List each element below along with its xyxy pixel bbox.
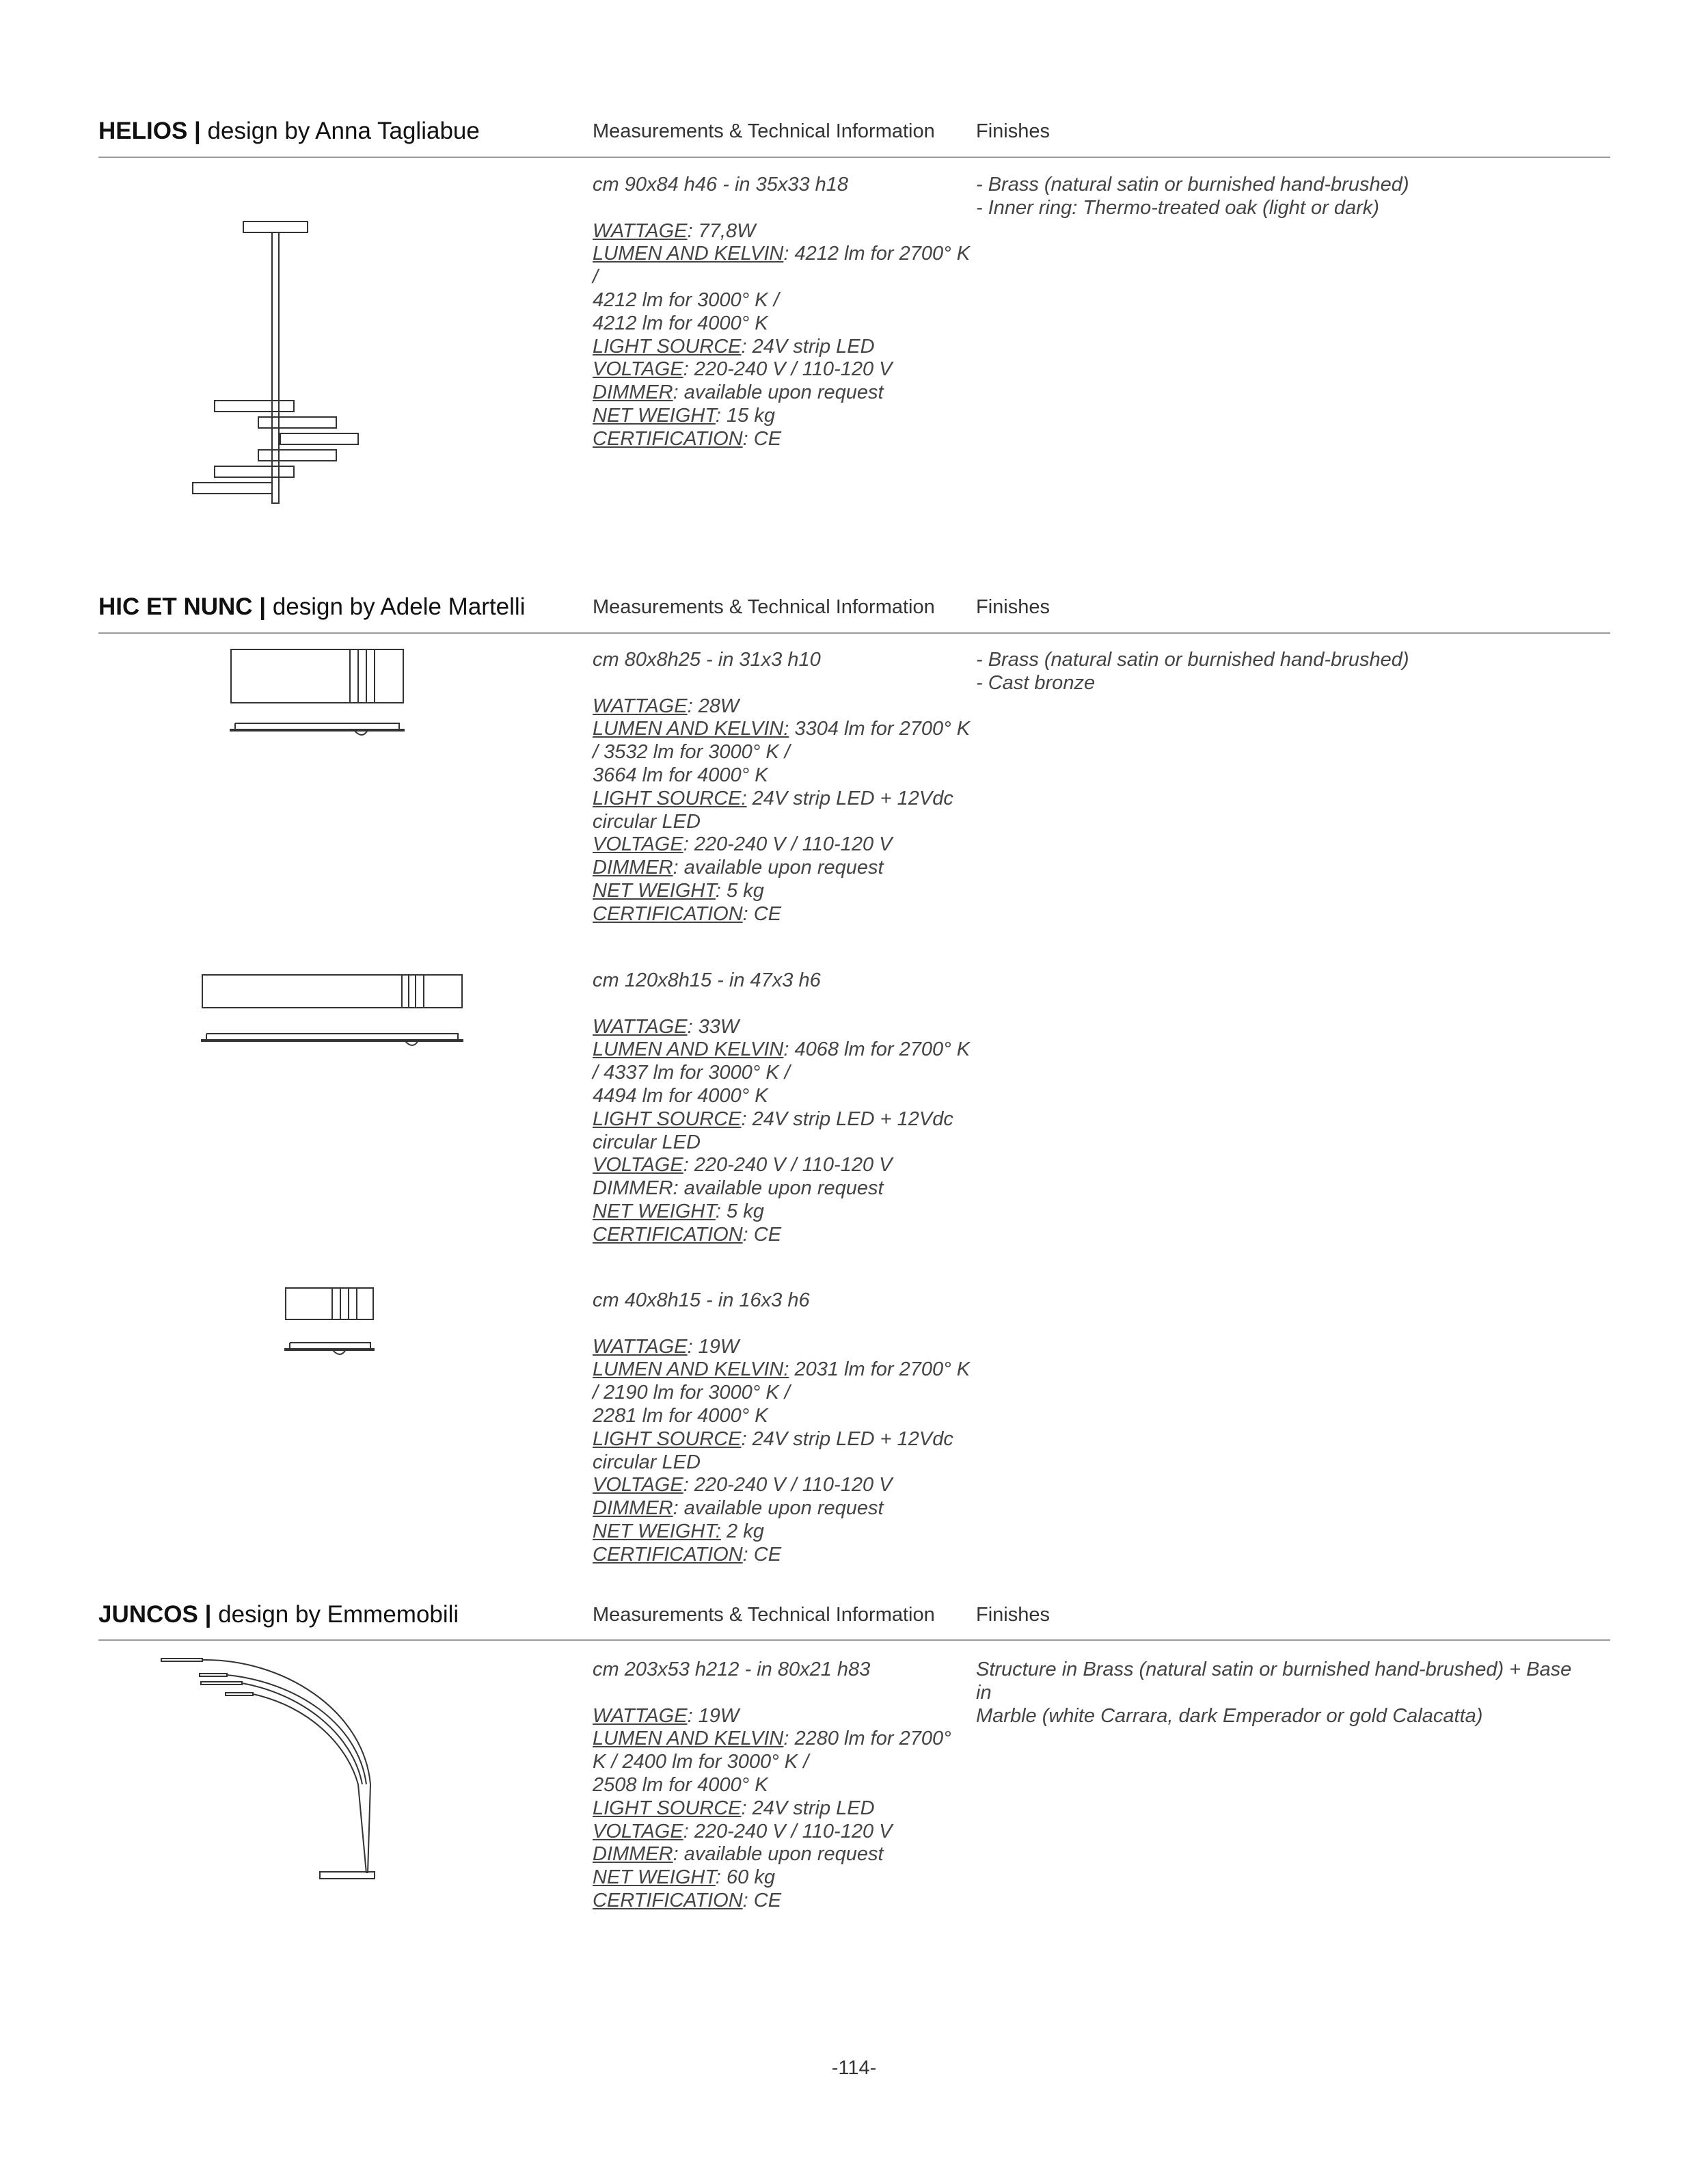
- spec-row: LUMEN AND KELVIN: 2031 lm for 2700° K: [593, 1358, 971, 1381]
- spec-row: NET WEIGHT: 2 kg: [593, 1520, 764, 1542]
- spec-row: LIGHT SOURCE: 24V strip LED: [593, 1797, 875, 1819]
- spec-row: K / 2400 lm for 3000° K /: [593, 1751, 809, 1773]
- spec-row: 4494 lm for 4000° K: [593, 1084, 768, 1107]
- finish-line: - Brass (natural satin or burnished hand-brushed): [976, 649, 1409, 671]
- spec-block: [593, 969, 975, 1247]
- spec-row: VOLTAGE: 220-240 V / 110-120 V: [593, 358, 893, 381]
- spec-row: CERTIFICATION: CE: [593, 1889, 782, 1911]
- spec-row: DIMMER: available upon request: [593, 857, 884, 879]
- hic-et-nunc-80-drawing: [228, 647, 406, 746]
- finish-line: - Brass (natural satin or burnished hand-brushed): [976, 174, 1409, 196]
- section-divider: [98, 1639, 1610, 1641]
- finishes-block: [976, 174, 1591, 220]
- spec-row: VOLTAGE: 220-240 V / 110-120 V: [593, 1154, 893, 1177]
- spec-block: [593, 174, 975, 451]
- section-divider: [98, 632, 1610, 634]
- product-name: JUNCOS: [98, 1601, 198, 1628]
- column-header-finishes: Finishes: [976, 1604, 1050, 1626]
- section-divider: [98, 157, 1610, 158]
- finish-line: Marble (white Carrara, dark Emperador or gold Calacatta): [976, 1704, 1483, 1727]
- spec-row: NET WEIGHT: 15 kg: [593, 404, 775, 427]
- spec-row: DIMMER: available upon request: [593, 1843, 884, 1866]
- spec-row: WATTAGE: 19W: [593, 1704, 740, 1727]
- product-title: HELIOS | design by Anna Tagliabue: [98, 118, 480, 144]
- product-name: HIC ET NUNC: [98, 593, 253, 620]
- juncos-drawing: [159, 1654, 384, 1887]
- spec-row: LIGHT SOURCE: 24V strip LED + 12Vdc: [593, 787, 953, 809]
- spec-row: 2508 lm for 4000° K: [593, 1773, 768, 1796]
- spec-row: DIMMER: available upon request: [593, 381, 884, 404]
- spec-row: LIGHT SOURCE: 24V strip LED + 12Vdc: [593, 1108, 953, 1130]
- spec-row: VOLTAGE: 220-240 V / 110-120 V: [593, 833, 893, 856]
- finish-line: - Inner ring: Thermo-treated oak (light or dark): [976, 196, 1379, 219]
- spec-row: LUMEN AND KELVIN: 3304 lm for 2700° K: [593, 718, 971, 740]
- dimensions: cm 203x53 h212 - in 80x21 h83: [593, 1659, 871, 1680]
- spec-row: NET WEIGHT: 5 kg: [593, 879, 764, 902]
- spec-row: WATTAGE: 77,8W: [593, 219, 756, 242]
- finish-line: - Cast bronze: [976, 671, 1096, 694]
- spec-row: circular LED: [593, 810, 701, 833]
- section-header-helios: [98, 118, 1610, 150]
- spec-row: LIGHT SOURCE: 24V strip LED: [593, 335, 875, 358]
- helios-drawing: [185, 217, 369, 505]
- spec-row: 4212 lm for 4000° K: [593, 312, 768, 334]
- dimensions: cm 120x8h15 - in 47x3 h6: [593, 969, 821, 991]
- column-header-measurements: Measurements & Technical Information: [593, 596, 935, 618]
- page-number: -114-: [831, 2057, 877, 2079]
- spec-row: DIMMER: available upon request: [593, 1177, 884, 1200]
- spec-row: / 3532 lm for 3000° K /: [593, 741, 790, 764]
- spec-block: [593, 1289, 975, 1567]
- spec-row: 4212 lm for 3000° K /: [593, 288, 779, 311]
- dimensions: cm 40x8h15 - in 16x3 h6: [593, 1289, 810, 1311]
- spec-row: WATTAGE: 33W: [593, 1015, 740, 1038]
- spec-block: [593, 649, 975, 926]
- product-designer: design by Adele Martelli: [272, 593, 526, 620]
- product-title: JUNCOS | design by Emmemobili: [98, 1601, 459, 1628]
- spec-row: 2281 lm for 4000° K: [593, 1404, 768, 1427]
- spec-row: WATTAGE: 28W: [593, 695, 740, 717]
- dimensions: cm 80x8h25 - in 31x3 h10: [593, 649, 821, 671]
- section-header-hic-et-nunc: [98, 593, 1610, 626]
- hic-et-nunc-40-drawing: [283, 1285, 379, 1367]
- section-header-juncos: [98, 1601, 1610, 1634]
- spec-row: LIGHT SOURCE: 24V strip LED + 12Vdc: [593, 1427, 953, 1450]
- column-header-measurements: Measurements & Technical Information: [593, 120, 935, 142]
- spec-row: 3664 lm for 4000° K: [593, 764, 768, 786]
- spec-row: CERTIFICATION: CE: [593, 902, 782, 925]
- spec-row: NET WEIGHT: 5 kg: [593, 1200, 764, 1222]
- finishes-block: [976, 1659, 1591, 1728]
- spec-row: circular LED: [593, 1451, 701, 1473]
- spec-row: CERTIFICATION: CE: [593, 1223, 782, 1246]
- finish-line: Structure in Brass (natural satin or burnished hand-brushed) + Base in: [976, 1659, 1572, 1704]
- spec-row: LUMEN AND KELVIN: 4212 lm for 2700° K /: [593, 243, 971, 288]
- spec-block: [593, 1659, 975, 1913]
- finishes-block: [976, 649, 1591, 695]
- product-name: HELIOS: [98, 118, 188, 144]
- spec-row: / 2190 lm for 3000° K /: [593, 1382, 790, 1404]
- spec-row: WATTAGE: 19W: [593, 1335, 740, 1358]
- product-designer: design by Anna Tagliabue: [207, 118, 480, 144]
- hic-et-nunc-120-drawing: [200, 967, 466, 1056]
- spec-row: LUMEN AND KELVIN: 2280 lm for 2700°: [593, 1728, 951, 1750]
- column-header-measurements: Measurements & Technical Information: [593, 1604, 935, 1626]
- spec-row: circular LED: [593, 1131, 701, 1153]
- spec-row: CERTIFICATION: CE: [593, 1543, 782, 1566]
- spec-row: VOLTAGE: 220-240 V / 110-120 V: [593, 1474, 893, 1497]
- product-title: HIC ET NUNC | design by Adele Martelli: [98, 593, 526, 620]
- spec-row: CERTIFICATION: CE: [593, 427, 782, 450]
- product-designer: design by Emmemobili: [218, 1601, 459, 1628]
- column-header-finishes: Finishes: [976, 120, 1050, 142]
- spec-row: / 4337 lm for 3000° K /: [593, 1062, 790, 1084]
- column-header-finishes: Finishes: [976, 596, 1050, 618]
- spec-row: VOLTAGE: 220-240 V / 110-120 V: [593, 1820, 893, 1842]
- spec-row: NET WEIGHT: 60 kg: [593, 1866, 775, 1889]
- spec-row: DIMMER: available upon request: [593, 1497, 884, 1520]
- dimensions: cm 90x84 h46 - in 35x33 h18: [593, 174, 849, 196]
- spec-row: LUMEN AND KELVIN: 4068 lm for 2700° K: [593, 1038, 971, 1061]
